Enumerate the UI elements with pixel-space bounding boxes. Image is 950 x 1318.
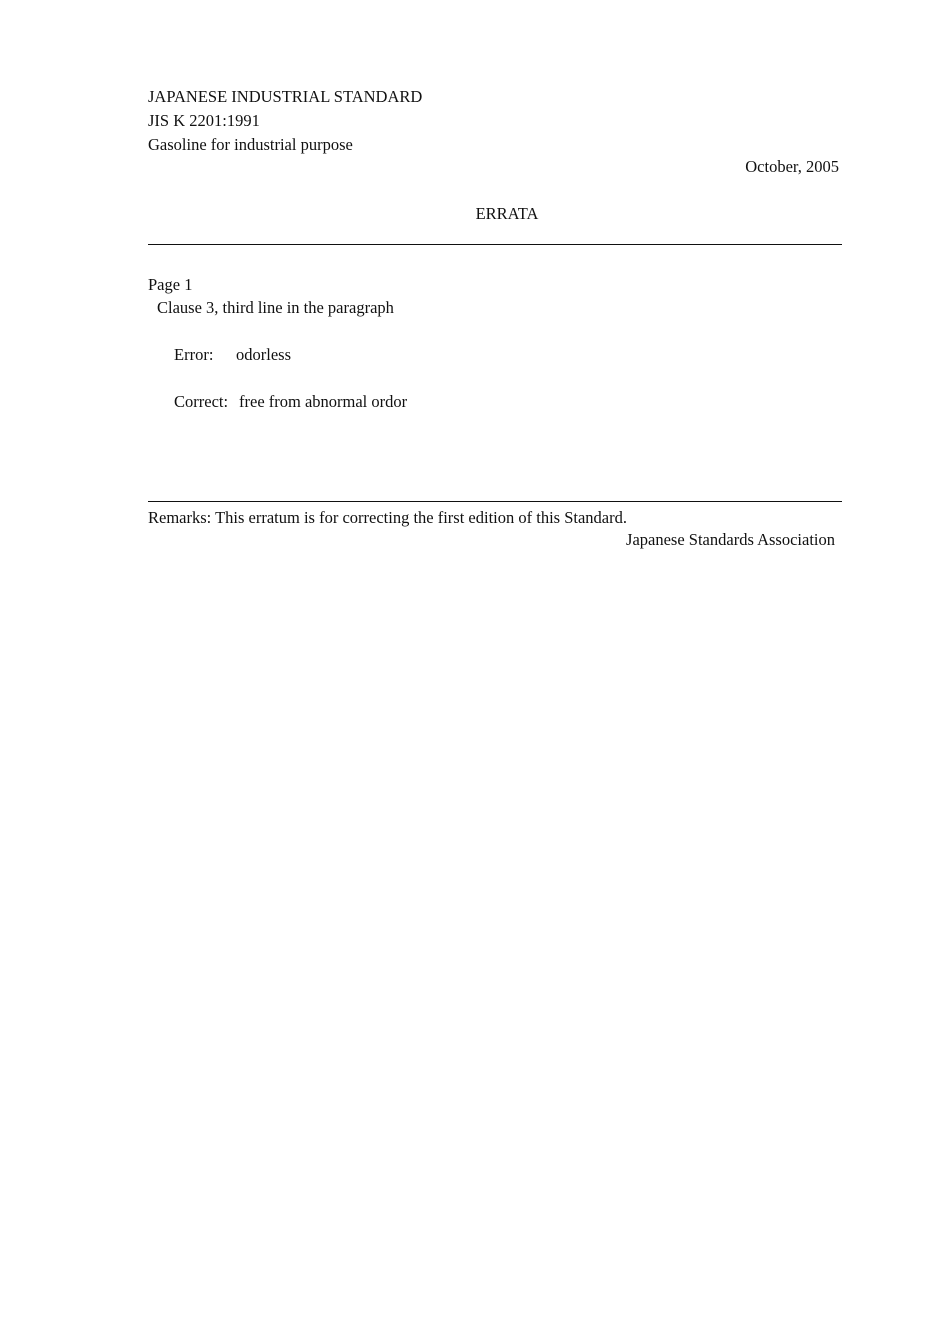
bottom-divider (148, 501, 842, 502)
top-divider (148, 244, 842, 245)
standard-organization: JAPANESE INDUSTRIAL STANDARD (148, 87, 423, 106)
error-text: odorless (236, 345, 291, 364)
standard-title: Gasoline for industrial purpose (148, 135, 353, 154)
page-title: ERRATA (475, 204, 539, 223)
issue-date: October, 2005 (745, 157, 839, 176)
entry-location: Clause 3, third line in the paragraph (157, 298, 394, 317)
entry-page: Page 1 (148, 275, 193, 294)
publisher-name: Japanese Standards Association (626, 530, 835, 549)
remarks-text: Remarks: This erratum is for correcting the first edition of this Standard. (148, 508, 627, 527)
standard-number: JIS K 2201:1991 (148, 111, 260, 130)
error-label: Error: (174, 345, 214, 364)
correct-text: free from abnormal ordor (239, 392, 408, 411)
correct-label: Correct: (174, 392, 229, 411)
